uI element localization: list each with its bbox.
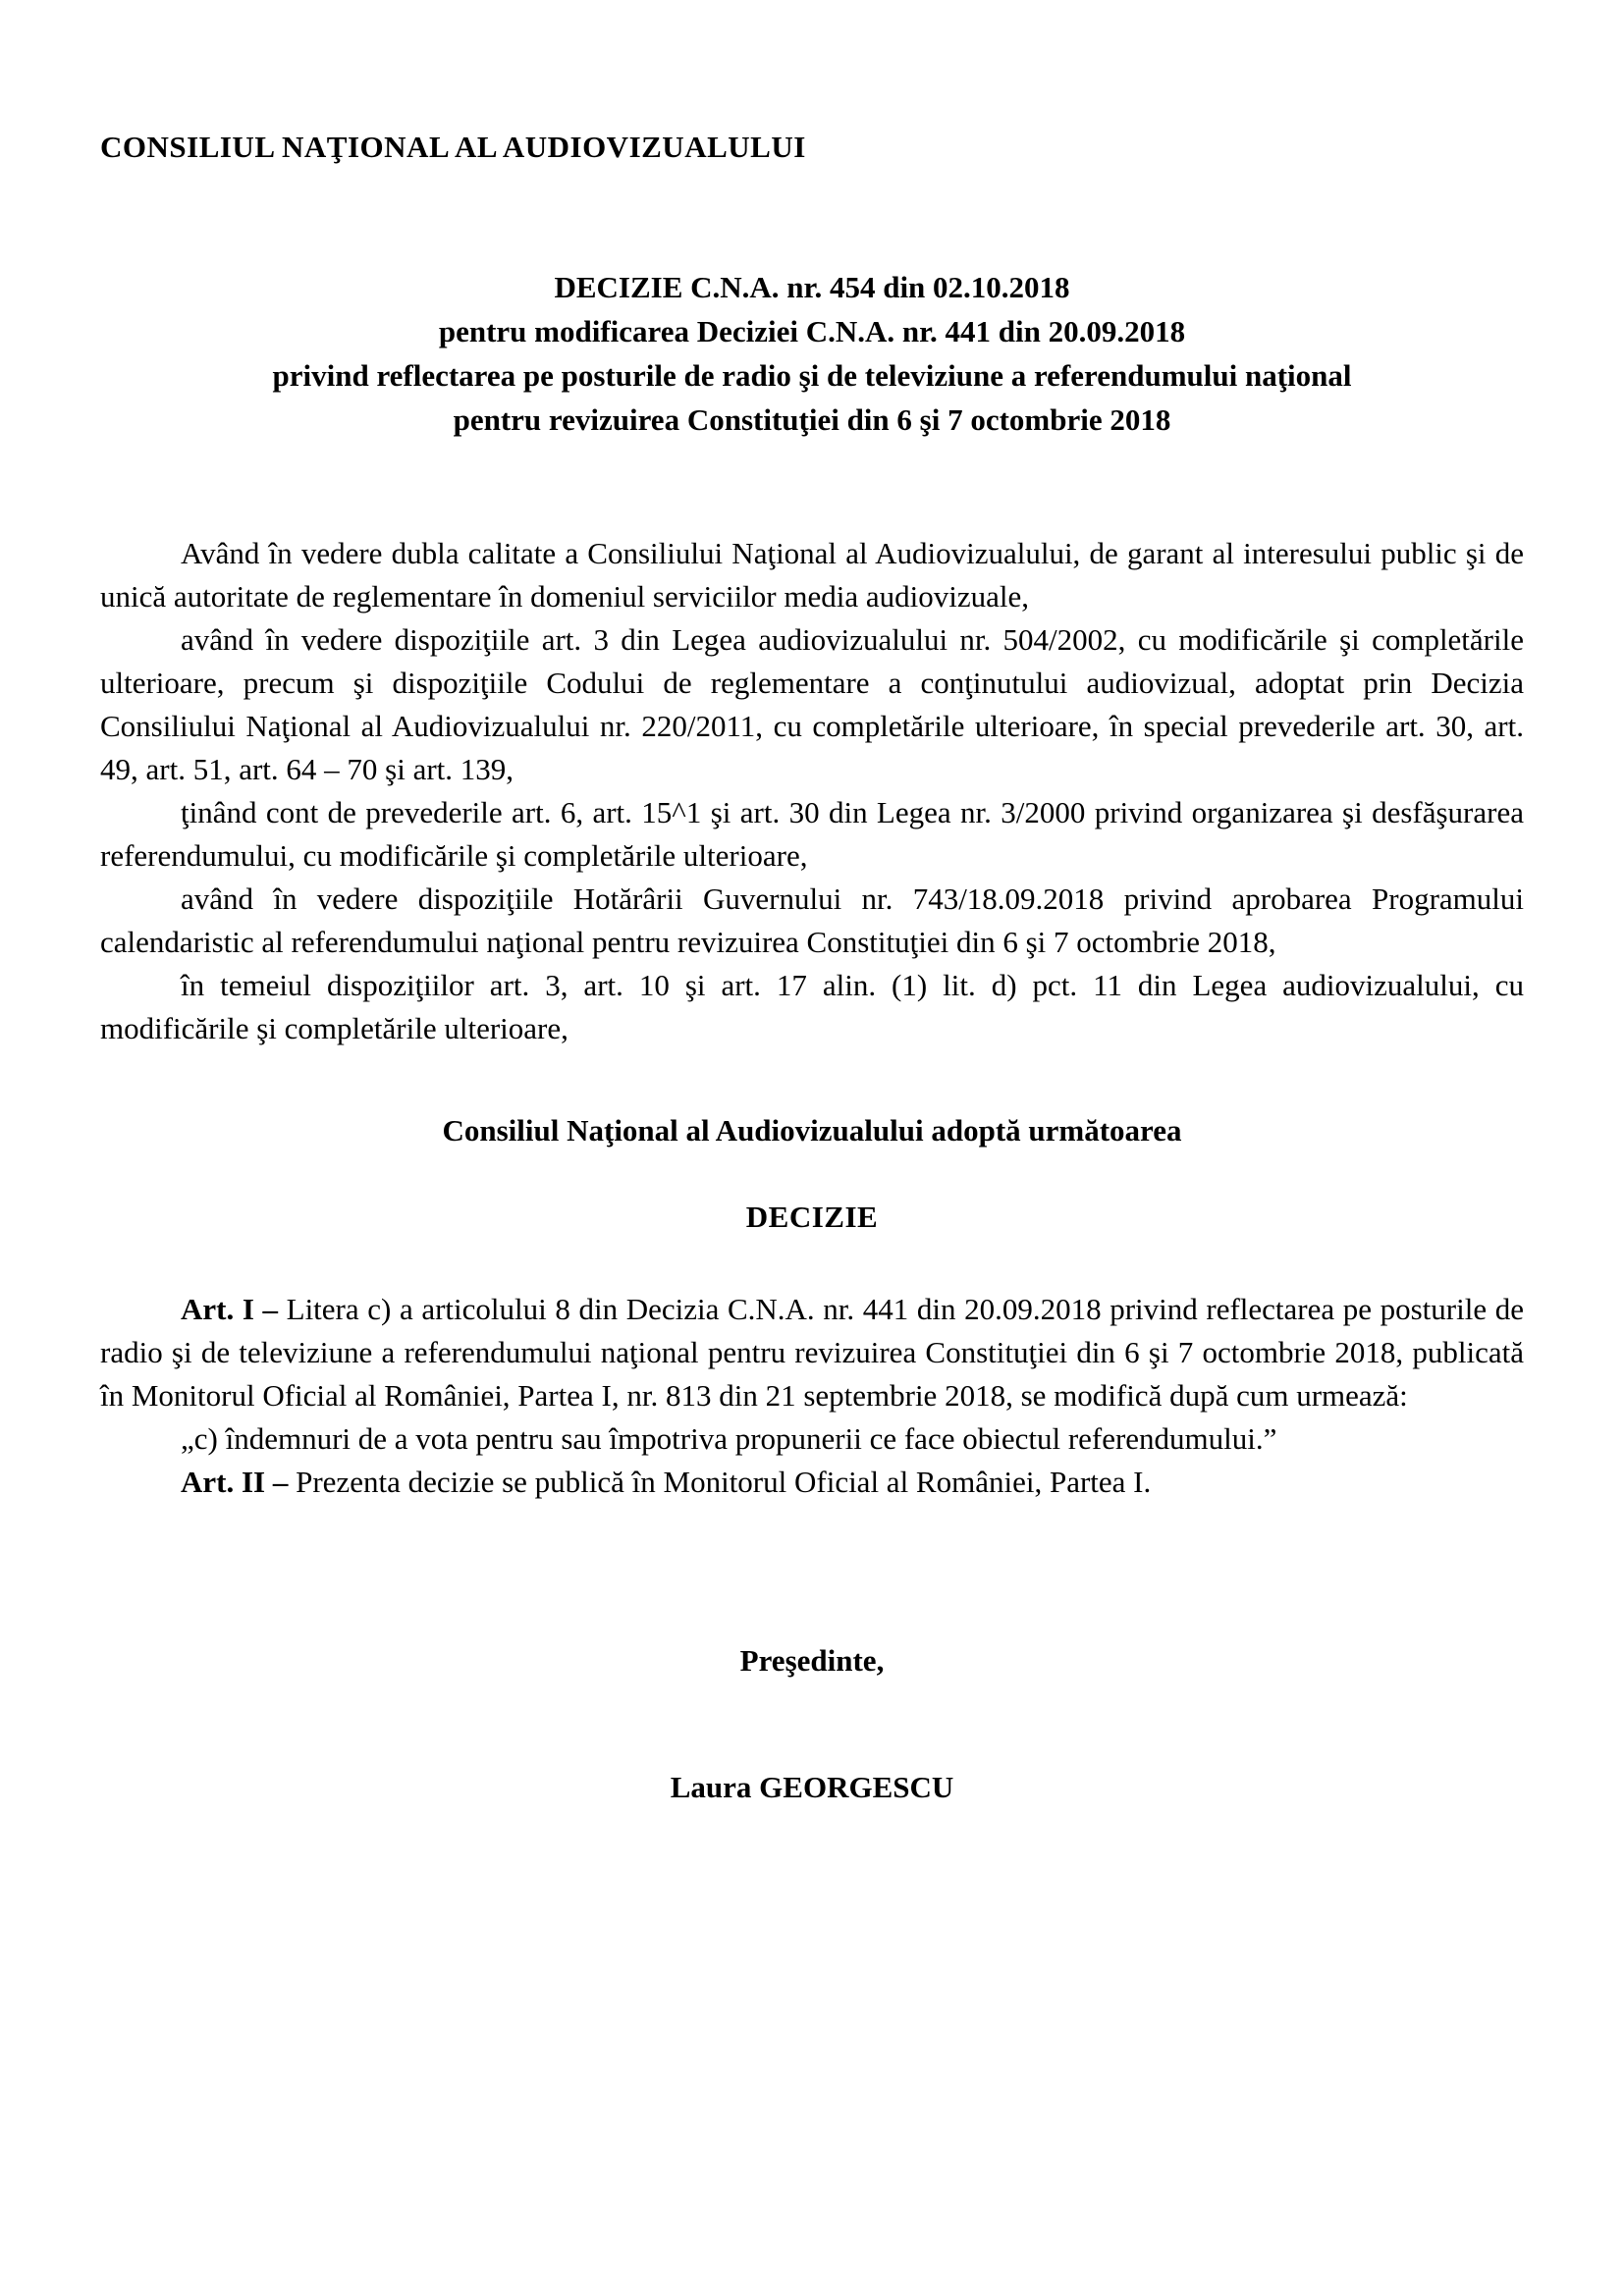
articles-section	[100, 1288, 1524, 1504]
decision-title	[100, 265, 1524, 442]
decision-title-line-2: pentru modificarea Deciziei C.N.A. nr. 441 din 20.09.2018	[438, 314, 1186, 348]
article-2-paragraph	[100, 1461, 1524, 1504]
preamble-paragraph-1: Având în vedere dubla calitate a Consiliului Naţional al Audiovizualului, de garant al interesului public şi de unică autoritate de reglementare în domeniul serviciilor media audiovizuale,	[100, 536, 1524, 614]
article-2-label: Art. II –	[181, 1465, 289, 1499]
article-2-text: Prezenta decizie se publică în Monitorul Oficial al României, Partea I.	[288, 1465, 1152, 1499]
decision-heading: DECIZIE	[745, 1200, 879, 1234]
quoted-letter-c-paragraph: „c) îndemnuri de a vota pentru sau împotriva propunerii ce face obiectul referendumului.”	[181, 1421, 1277, 1456]
preamble-paragraph-5: în temeiul dispoziţiilor art. 3, art. 10 şi art. 17 alin. (1) lit. d) pct. 11 din Legea audiovizualului, cu modificările şi completările ulterioare,	[100, 968, 1524, 1045]
preamble-paragraph-4: având în vedere dispoziţiile Hotărârii Guvernului nr. 743/18.09.2018 privind aprobarea Programului calendaristic al referendumului naţional pentru revizuirea Constituţiei din 6 şi 7 octombrie 2018,	[100, 881, 1524, 959]
signature-name: Laura GEORGESCU	[670, 1770, 954, 1804]
signature-role: Preşedinte,	[739, 1643, 885, 1678]
preamble-paragraph-3: ţinând cont de prevederile art. 6, art. 15^1 şi art. 30 din Legea nr. 3/2000 privind organizarea şi desfăşurarea referendumului, cu modificările şi completările ulterioare,	[100, 795, 1524, 873]
preamble-paragraph-2: având în vedere dispoziţiile art. 3 din Legea audiovizualului nr. 504/2002, cu modificările şi completările ulterioare, precum şi dispoziţiile Codului de reglementare a conţinutului audiovizual, adoptat prin Decizia Consiliului Naţional al Audiovizualului nr. 220/2011, cu completările ulterioare, în special prevederile art. 30, art. 49, art. 51, art. 64 – 70 şi art. 139,	[100, 622, 1524, 786]
decision-title-line-3: privind reflectarea pe posturile de radio şi de televiziune a referendumului naţional	[272, 358, 1352, 393]
adoption-clause: Consiliul Naţional al Audiovizualului adoptă următoarea	[442, 1113, 1182, 1148]
decision-title-line-4: pentru revizuirea Constituţiei din 6 şi 7 octombrie 2018	[453, 402, 1171, 437]
issuing-authority-header: CONSILIUL NAŢIONAL AL AUDIOVIZUALULUI	[100, 130, 806, 164]
article-1-paragraph	[100, 1288, 1524, 1417]
article-1-text: Litera c) a articolului 8 din Decizia C.N.A. nr. 441 din 20.09.2018 privind reflectarea pe posturile de radio şi de televiziune a referendumului naţional pentru revizuirea Constituţiei din 6 şi 7 octombrie 2018, publicată în Monitorul Oficial al României, Partea I, nr. 813 din 21 septembrie 2018, se modifică după cum urmează:	[100, 1292, 1524, 1413]
preamble-section	[100, 532, 1524, 1050]
decision-title-line-1: DECIZIE C.N.A. nr. 454 din 02.10.2018	[554, 270, 1070, 304]
article-1-label: Art. I –	[181, 1292, 279, 1326]
